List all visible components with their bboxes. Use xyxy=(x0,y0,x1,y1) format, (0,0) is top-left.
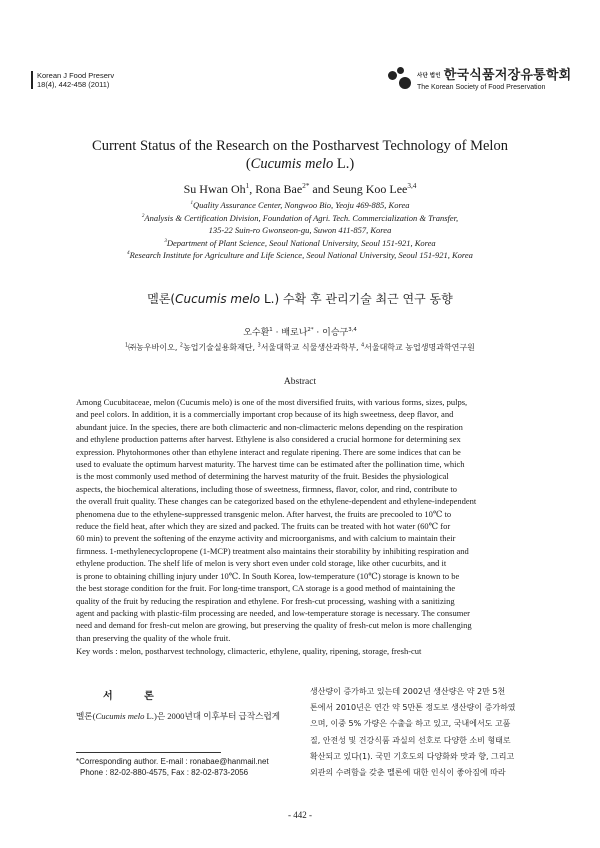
society-korean-name: 한국식품저장유통학회 xyxy=(443,67,572,82)
intro-left-column: 멜론(Cucumis melo L.)은 2000년대 이후부터 급작스럽게 xyxy=(76,711,281,721)
society-english-name: The Korean Society of Food Preservation xyxy=(417,84,546,91)
keywords-label: Key words : xyxy=(76,646,118,656)
footnote-divider xyxy=(76,752,221,753)
intro-line: 생산량이 증가하고 있는데 2002년 생산량은 약 2만 5천 xyxy=(310,687,506,696)
korean-affiliations: $^1$㈜농우바이오, $^2$농업기술실용화재단, $^3$서울대학교 식물생산과학부, $^4$서울대학교 농업생명과학연구원 xyxy=(125,343,475,352)
intro-right-column xyxy=(310,684,526,781)
author-name: Rona Bae xyxy=(255,182,303,196)
abstract-line: and peel colors. In addition, it is a commercially important crop because of its high sweetness, deep flavor, and xyxy=(76,409,454,420)
korean-title-species: Cucumis melo xyxy=(175,292,261,306)
page-number: - 442 - xyxy=(288,810,312,820)
society-emblem-icon xyxy=(388,67,414,89)
abstract-line: phenomena due to the ethylene-suppressed transgenic melon. After harvest, the fruits are precooled to 10℃ to xyxy=(76,508,452,519)
title-species: Cucumis melo xyxy=(250,156,334,172)
abstract-line: agent and packing with plastic-film processing are needed, and low-temperature storage is necessary. The consumer xyxy=(76,607,470,618)
korean-author-name: 배로나 xyxy=(281,328,308,338)
intro-line: 으며, 이중 5% 가량은 수출을 하고 있고, 국내에서도 고품 xyxy=(310,719,511,729)
abstract-line: expression. Phytohormones other than ethylene interact and regulate ripening. There are some indices that can be xyxy=(76,446,461,457)
society-type: 사단 법인 xyxy=(417,72,441,79)
title-line-1: Current Status of the Research on the Postharvest Technology of Melon xyxy=(92,138,508,154)
korean-author-list: 오수환$^1$ · 배로나$^{2*}$ · 이승구$^{3,4}$ xyxy=(243,327,357,338)
abstract-heading: Abstract xyxy=(283,377,317,387)
intro-species: Cucumis melo xyxy=(95,711,145,721)
affiliation: $^1$Quality Assurance Center, Nongwoo Bio, Yeoju 469-885, Korea xyxy=(190,200,410,210)
author-name: Seung Koo Lee xyxy=(332,182,408,196)
korean-title: 멜론(Cucumis melo L.) 수확 후 관리기술 최근 연구 동향 xyxy=(147,292,453,306)
abstract-line: quality of the fruit by reducing the respiration and ethylene. For fresh-cut processing, washing with a sanitizing xyxy=(76,595,455,606)
keywords-list: melon, postharvest technology, climacteric, ethylene, quality, ripening, storage, fresh-cut xyxy=(117,646,422,656)
title-line-2: (Cucumis melo L.) xyxy=(245,156,355,172)
abstract-line: firmness. 1-methylenecyclopropene (1-MCP) treatment also maintains their storability by inhibiting respiration and xyxy=(76,545,469,556)
journal-volume: 18(4), 442-458 (2011) xyxy=(37,80,110,89)
abstract-line: 60 min) to prevent the softening of the enzyme activity and microorganisms, and with calcium to maintain their xyxy=(76,533,456,544)
keywords xyxy=(76,646,524,656)
korean-author-name: 오수환 xyxy=(243,328,270,338)
paper-title xyxy=(0,137,600,173)
affiliation: $^4$Research Institute for Agriculture and Life Science, Seoul National University, Seoul 151-921, Korea xyxy=(127,250,473,261)
abstract-line: and ethylene production patterns after harvest. Ethylene is also considered a crucial hormone for determining sex xyxy=(76,434,461,445)
abstract-line: used to evaluate the optimum harvest maturity. The harvest time can be estimated after the pollination time, which xyxy=(76,459,465,470)
abstract-line: Among Cucubitaceae, melon (Cucumis melo) is one of the most diversified fruits, with various forms, sizes, pulps, xyxy=(76,397,468,407)
affiliations xyxy=(0,199,600,262)
abstract-line: the best storage condition for the fruit. For long-time transport, CA storage is a good method of maintaining the xyxy=(76,583,456,594)
affiliation: $^3$Department of Plant Science, Seoul National University, Seoul 151-921, Korea xyxy=(164,237,436,248)
affiliation: 135-22 Suin-ro Gwonseon-gu, Suwon 411-857, Korea xyxy=(208,225,392,236)
journal-name: Korean J Food Preserv xyxy=(37,71,115,80)
abstract-line: is the most commonly used method of determining the harvest maturity of the fruit. Besides the physiological xyxy=(76,471,449,482)
abstract-line: is prone to obtaining chilling injury under 10℃. In South Korea, low-temperature (10℃) storage is known to be xyxy=(76,570,460,581)
footnote xyxy=(76,757,269,778)
intro-line: 질, 안전성 및 건강식품 과실의 선호로 다양한 소비 형태로 xyxy=(310,735,511,745)
intro-line: 톤에서 2010년은 연간 약 5만톤 정도로 생산량이 증가하였 xyxy=(310,703,516,713)
affiliation: $^2$Analysis & Certification Division, Foundation of Agri. Tech. Commercialization & Transfer, xyxy=(141,212,459,223)
section-heading-introduction: 서 론 xyxy=(103,691,168,702)
intro-line: 외관의 수려함을 갖춘 멜론에 대한 인식이 좋아짐에 따라 xyxy=(310,768,506,778)
korean-author-name: 이승구 xyxy=(322,328,349,338)
abstract-line: the overall fruit quality. These changes can be categorized based on the ethylene-dependent and ethylene-independent xyxy=(76,496,477,507)
abstract-line: reduce the field heat, after which they are sized and packed. The fruits can be treated with hot water (60℃ for xyxy=(76,521,451,532)
abstract-line: aspects, the biochemical alterations, including those of sweetness, firmness, flavor, color, and rind, contribute to xyxy=(76,483,458,494)
society-logo xyxy=(388,64,571,91)
footnote-email: *Corresponding author. E-mail : ronabae@hanmail.net xyxy=(76,757,269,766)
abstract-body xyxy=(76,396,524,644)
footnote-phone: Phone : 82-02-880-4575, Fax : 82-02-873-2056 xyxy=(80,767,249,777)
abstract-line: need and demand for fresh-cut melon are growing, but preserving the quality of fresh-cut melon is more challenging xyxy=(76,620,472,631)
intro-line: 확산되고 있다(1). 국민 기호도의 다양화와 맛과 향, 그리고 xyxy=(310,751,515,761)
abstract-line: than preserving the quality of the whole fruit. xyxy=(76,632,231,643)
author-name: Su Hwan Oh xyxy=(183,182,246,196)
abstract-line: abundant juice. In the species, there are both climacteric and non-climacteric melons depending on the respiration xyxy=(76,421,463,432)
abstract-line: ethylene production. The shelf life of melon is very short even under cold storage, like other cucurbits, and it xyxy=(76,558,447,569)
author-list: Su Hwan Oh$^1$, Rona Bae$^{2*}$ and Seung Koo Lee$^{3,4}$ xyxy=(183,182,417,196)
journal-reference xyxy=(31,71,114,89)
